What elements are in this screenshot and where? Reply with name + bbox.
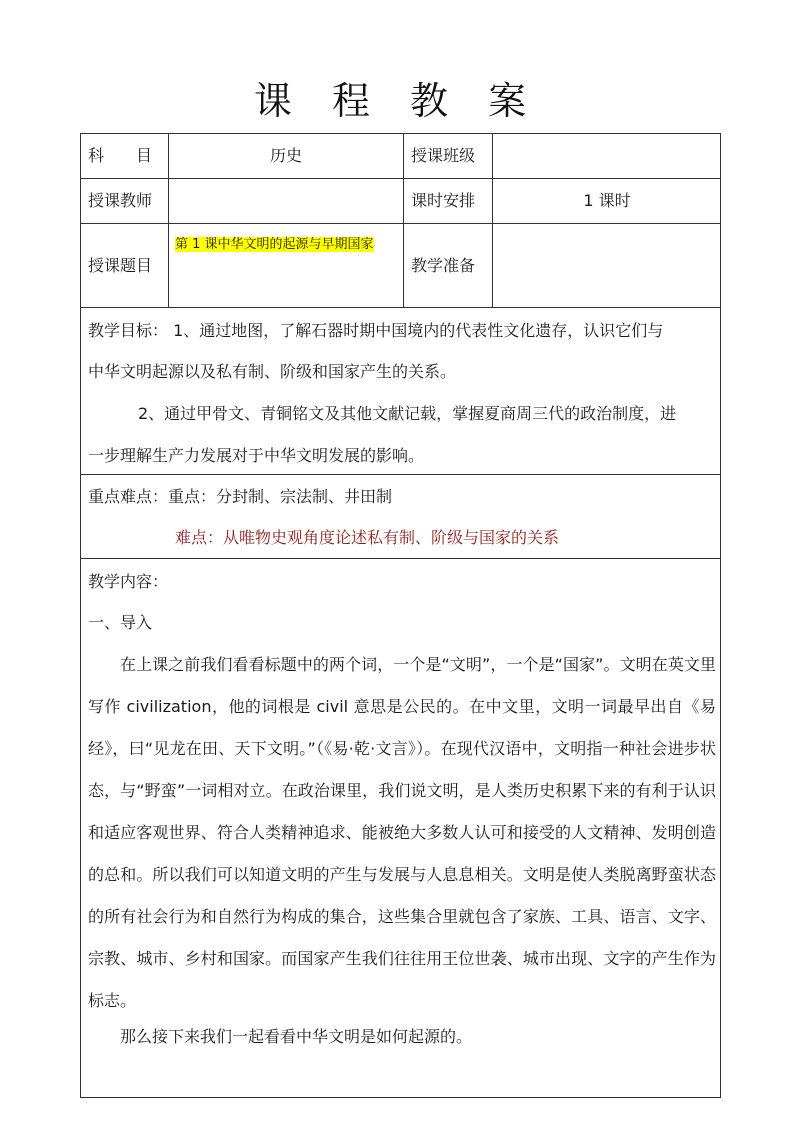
prep-label: 教学准备	[411, 255, 476, 275]
topic-value	[175, 236, 400, 253]
objectives-line-2: 中华文明起源以及私有制、阶级和国家产生的关系。	[88, 362, 457, 381]
section-heading-intro: 一、导入	[88, 613, 153, 632]
objectives-line-4: 一步理解生产力发展对于中华文明发展的影响。	[88, 446, 425, 465]
objectives-line-1: 教学目标： 1、通过地图，了解石器时期中国境内的代表性文化遗存，认识它们与	[88, 321, 664, 340]
column-divider	[403, 133, 404, 307]
prep-value	[493, 224, 721, 307]
row-divider	[80, 307, 721, 308]
intro-paragraph: 在上课之前我们看看标题中的两个词，一个是“文明”，一个是“国家”。文明在英文里写作 civilization，他的词根是 civil 意思是公民的。在中文里，文明一词最早出自《易经》，曰“见龙在田、天下文明。”（《易·乾·文言》）。在现代汉语中，文明指一种社会进步状态，与“野蛮”一词相对立。在政治课里，我们说文明，是人类历史积累下来的有利于认识和适应客观世界、符合人类精神追求、能被绝大多数人认可和接受的人文精神、发明创造的总和。所以我们可以知道文明的产生与发展与人息息相关。文明是使人类脱离野蛮状态的所有社会行为和自然行为构成的集合，这些集合里就包含了家族、工具、语言、文字、宗教、城市、乡村和国家。而国家产生我们往往用王位世袭、城市出现、文字的产生作为标志。	[88, 655, 716, 1010]
keypoints-line-1: 重点难点：重点：分封制、宗法制、井田制	[88, 487, 393, 506]
document-title: 课 程 教 案	[253, 79, 541, 123]
class-value	[493, 134, 721, 178]
hours-value: 1 课时	[583, 191, 631, 210]
subject-value: 历史	[269, 146, 302, 165]
content-heading: 教学内容：	[88, 572, 169, 591]
objectives-line-3: 2、通过甲骨文、青铜铭文及其他文献记载，掌握夏商周三代的政治制度，进	[138, 404, 677, 423]
keypoints-line-2: 难点：从唯物史观角度论述私有制、阶级与国家的关系	[175, 528, 560, 547]
topic-label: 授课题目	[88, 255, 153, 275]
hours-label: 课时安排	[411, 191, 476, 210]
class-label: 授课班级	[411, 146, 476, 165]
teacher-value	[169, 179, 403, 223]
subject-label: 科 目	[88, 146, 153, 165]
topic-highlight: 第 1 课中华文明的起源与早期国家	[175, 237, 374, 252]
transition-paragraph: 那么接下来我们一起看看中华文明是如何起源的。	[120, 1027, 473, 1046]
teacher-label: 授课教师	[88, 191, 153, 210]
